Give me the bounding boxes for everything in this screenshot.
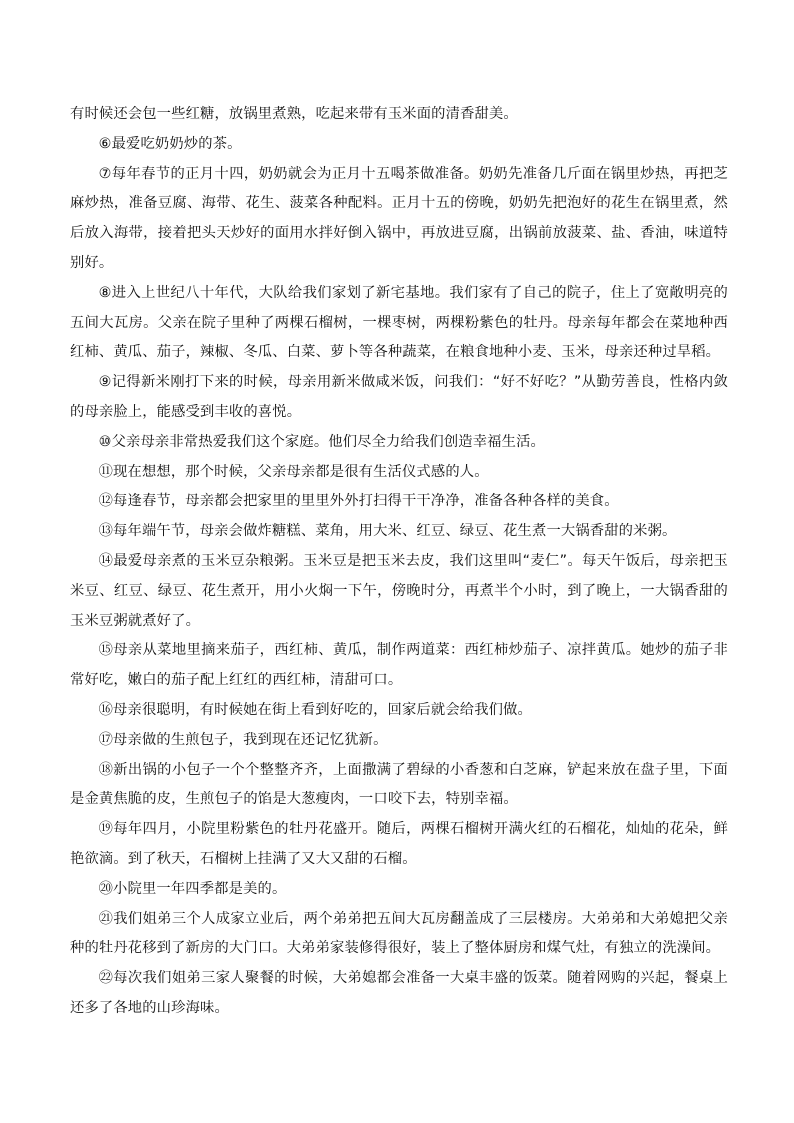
paragraph-text: 父亲母亲非常热爱我们这个家庭。他们尽全力给我们创造幸福生活。 bbox=[111, 433, 545, 450]
paragraph-continued bbox=[70, 100, 728, 130]
paragraph-14 bbox=[70, 547, 728, 636]
paragraph-7 bbox=[70, 160, 728, 279]
paragraph-text: 我们姐弟三个人成家立业后，两个弟弟把五间大瓦房翻盖成了三层楼房。大弟弟和大弟媳把父亲种的牡丹花移到了新房的大门口。大弟弟家装修得很好，装上了整体厨房和煤气灶，有独立的洗澡间。 bbox=[70, 910, 729, 957]
paragraph-number: ⑭ bbox=[98, 552, 114, 569]
paragraph-text: 最爱母亲煮的玉米豆杂粮粥。玉米豆是把玉米去皮，我们这里叫“麦仁”。每天午饭后，母亲把玉米豆、红豆、绿豆、花生煮开，用小火焖一下午，傍晚时分，再煮半个小时，到了晚上，一大锅香甜的玉米豆粥就煮好了。 bbox=[70, 552, 728, 629]
paragraph-18 bbox=[70, 756, 728, 816]
paragraph-16 bbox=[70, 696, 728, 726]
paragraph-22 bbox=[70, 964, 728, 1024]
paragraph-12 bbox=[70, 487, 728, 517]
paragraph-text: 记得新米刚打下来的时候，母亲用新米做咸米饭，问我们：“好不好吃？”从勤劳善良，性格内敛的母亲脸上，能感受到丰收的喜悦。 bbox=[70, 374, 729, 420]
paragraph-8 bbox=[70, 279, 728, 368]
paragraph-number: ⑳ bbox=[98, 880, 114, 897]
paragraph-number: ⑩ bbox=[98, 433, 112, 450]
paragraph-text: 有时候还会包一些红糖，放锅里煮熟，吃起来带有玉米面的清香甜美。 bbox=[70, 106, 518, 122]
paragraph-6 bbox=[70, 130, 728, 160]
paragraph-number: ㉒ bbox=[98, 970, 114, 987]
paragraph-9 bbox=[70, 368, 728, 428]
paragraph-10 bbox=[70, 428, 728, 458]
paragraph-text: 最爱吃奶奶炒的茶。 bbox=[111, 135, 242, 152]
paragraph-text: 每年四月，小院里粉紫色的牡丹花盛开。随后，两棵石榴树开满火红的石榴花，灿灿的花朵，鲜艳欲滴。到了秋天，石榴树上挂满了又大又甜的石榴。 bbox=[70, 821, 729, 867]
paragraph-text: 母亲做的生煎包子，我到现在还记忆犹新。 bbox=[113, 731, 388, 748]
paragraph-text: 每逢春节，母亲都会把家里的里里外外打扫得干干净净，准备各种各样的美食。 bbox=[113, 493, 619, 510]
paragraph-number: ⑥ bbox=[98, 135, 112, 152]
paragraph-text: 每次我们姐弟三家人聚餐的时候，大弟媳都会准备一大桌丰盛的饭菜。随着网购的兴起，餐桌上还多了各地的山珍海味。 bbox=[70, 970, 729, 1016]
paragraph-21 bbox=[70, 905, 728, 965]
paragraph-number: ㉑ bbox=[98, 910, 114, 927]
paragraph-text: 每年春节的正月十四，奶奶就会为正月十五喝茶做准备。奶奶先准备几斤面在锅里炒热，再把芝麻炒热，准备豆腐、海带、花生、菠菜各种配料。正月十五的傍晚，奶奶先把泡好的花生在锅里煮，然后放入海带，接着把头天炒好的面用水拌好倒入锅中，再放进豆腐，出锅前放菠菜、盐、香油，味道特别好。 bbox=[70, 165, 729, 271]
paragraph-number: ⑲ bbox=[98, 821, 114, 838]
paragraph-text: 母亲从菜地里摘来茄子，西红柿、黄瓜，制作两道菜：西红柿炒茄子、凉拌黄瓜。她炒的茄子非常好吃，嫩白的茄子配上红红的西红柿，清甜可口。 bbox=[70, 642, 729, 689]
document-body bbox=[70, 100, 728, 1024]
paragraph-number: ⑮ bbox=[98, 642, 114, 659]
paragraph-number: ⑱ bbox=[98, 761, 114, 778]
paragraph-text: 进入上世纪八十年代，大队给我们家划了新宅基地。我们家有了自己的院子，住上了宽敞明亮的五间大瓦房。父亲在院子里种了两棵石榴树，一棵枣树，两棵粉紫色的牡丹。母亲每年都会在菜地种西红柿、黄瓜、茄子，辣椒、冬瓜、白菜、萝卜等各种蔬菜，在粮食地种小麦、玉米，母亲还种过旱稻。 bbox=[70, 284, 729, 361]
paragraph-number: ⑧ bbox=[98, 284, 112, 301]
paragraph-text: 小院里一年四季都是美的。 bbox=[113, 880, 287, 897]
paragraph-number: ⑪ bbox=[98, 463, 114, 480]
paragraph-number: ⑨ bbox=[98, 374, 112, 391]
paragraph-text: 新出锅的小包子一个个整整齐齐，上面撒满了碧绿的小香葱和白芝麻，铲起来放在盘子里，下面是金黄焦脆的皮，生煎包子的馅是大葱瘦肉，一口咬下去，特别幸福。 bbox=[70, 761, 729, 808]
paragraph-13 bbox=[70, 517, 728, 547]
paragraph-15 bbox=[70, 636, 728, 696]
paragraph-text: 母亲很聪明，有时候她在街上看到好吃的，回家后就会给我们做。 bbox=[113, 701, 533, 718]
paragraph-20 bbox=[70, 875, 728, 905]
paragraph-11 bbox=[70, 458, 728, 488]
paragraph-number: ⑦ bbox=[98, 165, 112, 182]
paragraph-number: ⑬ bbox=[98, 523, 114, 540]
paragraph-17 bbox=[70, 726, 728, 756]
paragraph-text: 每年端午节，母亲会做炸糖糕、菜角，用大米、红豆、绿豆、花生煮一大锅香甜的米粥。 bbox=[113, 523, 677, 540]
paragraph-number: ⑰ bbox=[98, 731, 114, 748]
paragraph-text: 现在想想，那个时候，父亲母亲都是很有生活仪式感的人。 bbox=[113, 463, 489, 480]
paragraph-number: ⑫ bbox=[98, 493, 114, 510]
paragraph-19 bbox=[70, 815, 728, 875]
paragraph-number: ⑯ bbox=[98, 701, 114, 718]
